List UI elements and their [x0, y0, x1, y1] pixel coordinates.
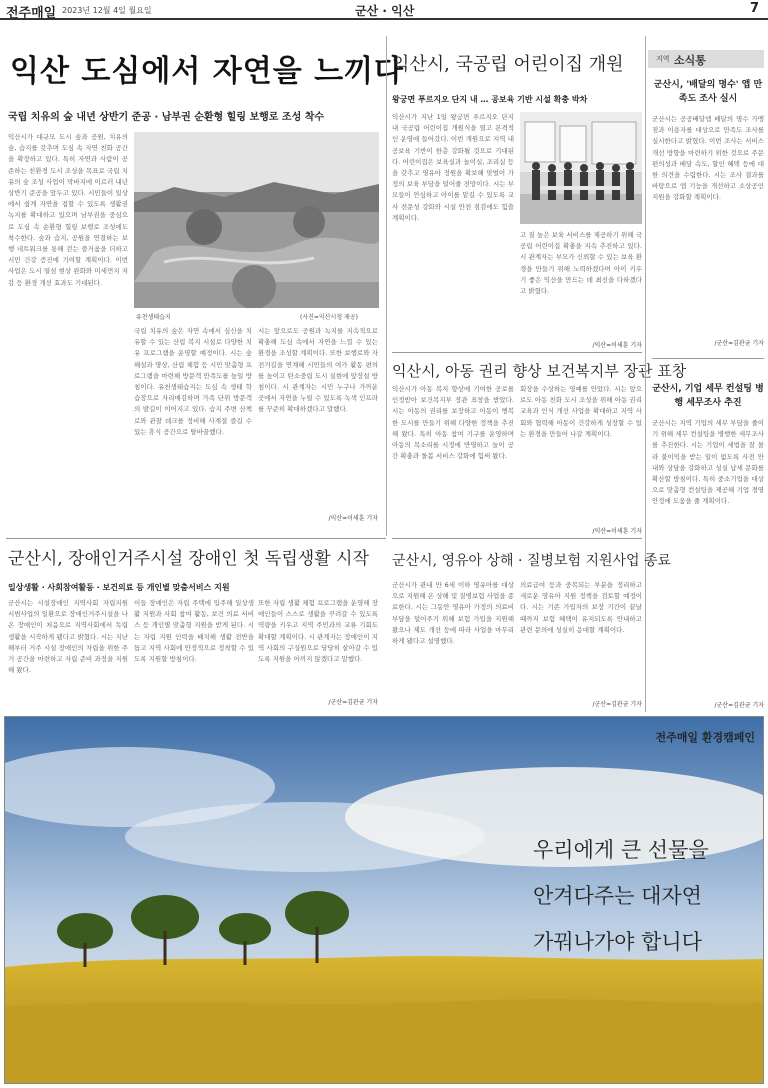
independent-living-story-subtitle: 일상생활 · 사회참여활동 · 보건의료 등 개인별 맞춤서비스 지원	[8, 583, 230, 592]
ad-slogan	[533, 827, 709, 965]
section-divider	[392, 538, 642, 539]
childcare-story-body-col1: 익산시가 지난 1일 왕궁면 푸르지오 단지 내 국공립 어린이집 개원식을 열고 본격적인 운영에 들어갔다. 이번 개원으로 지역 내 공보육 기반이 한층 강화될 것으로 기대된다. 어린이집은 보육실과 놀이실, 조리실 등을 갖추고 영유아 정원을 확보해 맞벌이 가정의 보육 부담을 덜어줄 전망이다. 시는 부모들이 안심하고 아이를 맡길 수 있도록 교사 전문성 강화와 시설 안전 점검에도 힘쓸 계획이다.	[392, 113, 514, 222]
top-story-byline: /익산=이세훈 기자	[328, 515, 378, 522]
medical-support-body-col2: 의료급여 등과 중복되는 부분을 정리하고 새로운 영유아 지원 정책을 검토할 예정이다. 시는 기존 가입자의 보장 기간이 끝날 때까지 보험 혜택이 유지되도록 안내하고 관련 문의에 성실히 응대할 계획이다.	[520, 581, 642, 634]
ad-slogan-line3: 가꿔나가야 합니다	[533, 930, 702, 954]
independent-living-byline: /군산=김관균 기자	[328, 699, 378, 706]
section-divider	[6, 538, 386, 539]
childcare-opening-illustration	[520, 112, 642, 224]
child-rights-story-byline: /익산=이세훈 기자	[592, 528, 642, 535]
section-name: 군산 · 익산	[355, 4, 415, 18]
wetland-photo	[134, 132, 379, 308]
sidebar-label: 지역	[656, 55, 670, 63]
sidebar-item1-body: 군산시는 공공배달앱 배달의 명수 가맹점과 이용자를 대상으로 만족도 조사를 실시한다고 밝혔다. 이번 조사는 서비스 개선 방향을 마련하기 위한 것으로 주문 편의성과 배달 속도, 할인 혜택 등에 대한 의견을 수렴한다. 시는 조사 결과를 바탕으로 앱 기능을 개선하고 소상공인 지원을 강화할 계획이다.	[652, 115, 764, 202]
childcare-story-body-col2: 고 질 높은 보육 서비스를 제공하기 위해 국공립 어린이집 확충을 지속 추진하고 있다. 시 관계자는 부모가 신뢰할 수 있는 보육 환경을 만들기 위해 노력하겠다며 아이 키우기 좋은 익산을 만드는 데 최선을 다하겠다고 밝혔다.	[520, 231, 642, 296]
photo-caption: 유천생태습지	[136, 314, 171, 321]
sidebar-item2-body: 군산시는 지역 기업의 세무 부담을 줄이기 위해 세무 컨설팅을 병행한 세무조사를 추진한다. 시는 기업이 세법을 잘 몰라 불이익을 받는 일이 없도록 사전 안내와 상담을 강화하고 성실 납세 문화를 확산할 방침이다. 특히 중소기업을 대상으로 맞춤형 컨설팅을 제공해 기업 경영 안정에 도움을 줄 계획이다.	[652, 419, 764, 506]
column-divider	[386, 36, 387, 536]
page-number: 7	[750, 1, 760, 16]
medical-support-story-title: 군산시, 영유아 상해 · 질병보험 지원사업 종료	[392, 553, 672, 569]
publication-name: 전주매일	[6, 6, 57, 21]
photo-credit: (사진=익산시청 제공)	[300, 314, 358, 321]
child-rights-story-body-col2: 회장을 수상하는 영예를 안았다. 시는 앞으로도 아동 친화 도시 조성을 위해 아동 권리 교육과 인식 개선 사업을 확대하고 지역 사회와 협력해 아동이 건강하게 성장할 수 있는 환경을 만들어 나갈 계획이다.	[520, 385, 642, 438]
sidebar-item1-byline: /군산=김관균 기자	[714, 340, 764, 347]
childcare-opening-photo	[520, 112, 642, 224]
ad-slogan-line2: 안겨다주는 대자연	[533, 884, 702, 908]
top-story-title: 익산 도심에서 자연을 느끼다	[10, 54, 405, 89]
environment-campaign-ad	[4, 716, 764, 1084]
ad-sponsor: 전주매일 환경캠페인	[655, 731, 755, 744]
top-story-body-col2: 국립 치유의 숲은 자연 속에서 심신을 치유할 수 있는 산림 복지 시설로 다양한 치유 프로그램을 운영할 예정이다. 시는 숲 해설과 명상, 산림 체험 등 시민 맞춤형 프로그램을 마련해 방문객 만족도를 높일 방침이다. 유천생태습지는 도심 속 생태 학습장으로 자리매김하며 가족 단위 방문객의 발길이 이어지고 있다. 습지 주변 산책로와 관찰 데크를 정비해 사계절 즐길 수 있는 휴식 공간으로 탈바꿈했다.	[134, 327, 252, 436]
ad-slogan-line1: 우리에게 큰 선물을	[533, 838, 709, 862]
sidebar-name: 소식통	[674, 54, 706, 67]
medical-support-byline: /군산=김관균 기자	[592, 701, 642, 708]
sidebar-divider	[645, 36, 646, 712]
sidebar-item-divider	[652, 358, 764, 359]
childcare-story-subtitle: 왕궁면 푸르지오 단지 내 … 공보육 기반 시설 확충 박차	[392, 95, 588, 104]
sidebar-item2-title: 군산시, 기업 세무 컨설팅 병행 세무조사 추진	[652, 384, 764, 408]
top-story-body-col1: 익산시가 대규모 도시 숲과 공원, 치유의 숲, 습지를 갖추며 도심 속 자연 친화 공간을 확장하고 있다. 특히 자연과 사람이 공존하는 친환경 도시 조성을 목표로 국립 치유의 숲 조성 사업이 막바지에 이르러 내년 상반기 준공을 앞두고 있다. 시민들이 일상에서 쉽게 자연을 접할 수 있도록 생활권 녹지를 확대하고 있으며 남부권을 중심으로 도심 속 순환형 힐링 보행로 조성에도 착수한다. 숲과 습지, 공원을 연결하는 보행 네트워크를 통해 걷는 즐거움을 더하고 시민 건강 증진에 기여할 계획이다. 이번 사업은 도시 열섬 현상 완화와 미세먼지 저감 등 환경 개선 효과도 기대된다.	[8, 133, 128, 287]
wetland-photo-illustration	[134, 132, 379, 308]
top-story-body-col3: 시는 앞으로도 공원과 녹지를 지속적으로 확충해 도심 속에서 자연을 느낄 수 있는 환경을 조성할 계획이다. 또한 보행로와 자전거길을 연계해 시민들의 여가 활동 편의를 높이고 탄소중립 도시 실현에 앞장설 방침이다. 시 관계자는 시민 누구나 가까운 곳에서 자연을 누릴 수 있도록 녹색 인프라를 꾸준히 확대하겠다고 말했다.	[258, 327, 378, 414]
issue-date: 2023년 12월 4일 월요일	[62, 6, 152, 15]
sidebar-item1-title: 군산시, '배달의 명수' 앱 만족도 조사 실시	[653, 80, 763, 104]
childcare-story-byline: /익산=이세훈 기자	[592, 342, 642, 349]
top-story-subtitle: 국립 치유의 숲 내년 상반기 준공 · 남부권 순환형 힐링 보행로 조성 착수	[8, 112, 325, 123]
child-rights-story-body-col1: 익산시가 아동 복지 향상에 기여한 공로를 인정받아 보건복지부 장관 표창을 받았다. 시는 아동의 권리를 보장하고 아동이 행복한 도시를 만들기 위해 다양한 정책을 추진해 왔다. 특히 아동 참여 기구를 운영하며 아동의 목소리를 시정에 반영하고 놀이 공간 확충과 돌봄 서비스 강화에 힘써 왔다.	[392, 385, 514, 461]
independent-living-story-title: 군산시, 장애인거주시설 장애인 첫 독립생활 시작	[8, 549, 369, 569]
independent-living-body-col2: 이들 장애인은 자립 주택에 입주해 일상생활 지원과 사회 참여 활동, 보건 의료 서비스 등 개인별 맞춤형 지원을 받게 된다. 시는 자립 지원 인력을 배치해 생활 전반을 돕고 지역 사회에 안정적으로 정착할 수 있도록 지원할 방침이다.	[134, 599, 254, 664]
childcare-story-title: 익산시, 국공립 어린이집 개원	[392, 54, 624, 75]
medical-support-body-col1: 군산시가 관내 만 6세 이하 영유아를 대상으로 지원해 온 상해 및 질병보험 사업을 종료한다. 시는 그동안 영유아 가정의 의료비 부담을 덜어주기 위해 보험 가입을 지원해 왔으나 제도 개선 등에 따라 사업을 마무리하게 됐다고 설명했다.	[392, 581, 514, 646]
child-rights-story-title: 익산시, 아동 권리 향상 보건복지부 장관 표창	[392, 362, 687, 380]
independent-living-body-col1: 군산시는 시설장애인 지역사회 자립지원 시범사업의 일환으로 장애인거주시설을 나온 장애인이 처음으로 지역사회에서 독립생활을 시작하게 됐다고 밝혔다. 시는 지난해부터 거주 시설 장애인의 자립을 위한 주거 공간을 마련하고 자립 준비 과정을 지원해 왔다.	[8, 599, 128, 675]
section-divider	[392, 352, 642, 353]
independent-living-body-col3: 또한 자립 생활 체험 프로그램을 운영해 장애인들이 스스로 생활을 꾸려갈 수 있도록 역량을 키우고 지역 주민과의 교류 기회도 확대할 계획이다. 시 관계자는 장애인이 지역 사회의 구성원으로 당당히 살아갈 수 있도록 지원을 아끼지 않겠다고 말했다.	[258, 599, 378, 664]
sidebar-item2-byline: /군산=김관균 기자	[714, 702, 764, 709]
